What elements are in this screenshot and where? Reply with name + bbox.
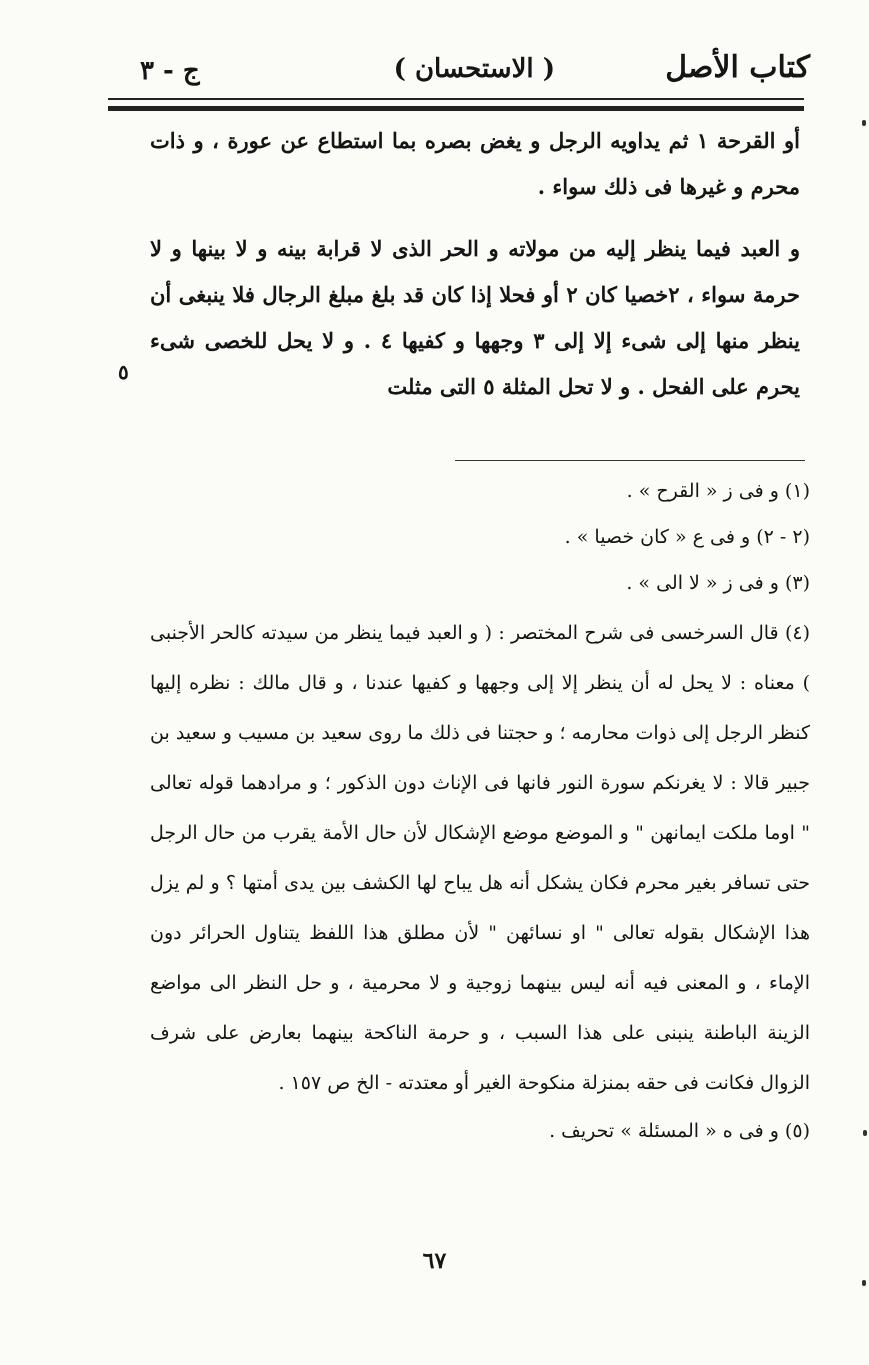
footnote-separator (455, 460, 805, 461)
footnotes (150, 468, 810, 1154)
volume-label: ج - ٣ (140, 56, 200, 86)
margin-line-number: ٥ (118, 360, 129, 384)
book-title: كتاب الأصل (665, 50, 810, 85)
page-number: ٦٧ (422, 1248, 447, 1274)
footnote-2: (٢ - ٢) و فى ع « كان خصيا » . (564, 526, 810, 548)
scan-speck (862, 1280, 866, 1286)
paragraph: و العبد فيما ينظر إليه من مولاته و الحر الذى لا قرابة بينه و لا بينها و لا حرمة سواء ، ٢خصيا كان ٢ أو فحلا إذا كان قد بلغ مبلغ الرجال فلا ينبغى أن ينظر منها إلى شىء إلا إلى ٣ وجهها و كفيها ٤ . و لا يحل للخصى شىء يحرم على الفحل . و لا تحل المثلة ٥ التى مثلت (150, 236, 800, 399)
paragraph: أو القرحة ١ ثم يداويه الرجل و يغض بصره بما استطاع عن عورة ، و ذات محرم و غيرها فى ذلك سواء . (150, 128, 801, 199)
footnote-3: (٣) و فى ز « لا الى » . (626, 572, 810, 594)
footnote-5: (٥) و فى ه « المسئلة » تحريف . (549, 1120, 810, 1142)
scan-speck (863, 1130, 867, 1136)
footnote-4: (٤) قال السرخسى فى شرح المختصر : ( و العبد فيما ينظر من سيدته كالحر الأجنبى ) معناه : لا يحل له أن ينظر إلا إلى وجهها و كفيها عندنا ، و قال مالك : نظره إليها كنظر الرجل إلى ذوات محارمه ؛ و حجتنا فى ذلك ما روى سعيد بن مسيب و سعيد بن جبير قالا : لا يغرنكم سورة النور فانها فى الإناث دون الذكور ؛ و مرادهما قوله تعالى " اوما ملكت ايمانهن " و الموضع موضع الإشكال لأن حال الأمة يقرب من حال الرجل حتى تسافر بغير محرم فكان يشكل أنه هل يباح لها الكشف بين يدى أمتها ؟ و لم يزل هذا الإشكال بقوله تعالى " او نسائهن " لأن مطلق هذا اللفظ يتناول الحرائر دون الإماء ، و المعنى فيه أنه ليس بينهما زوجية و لا محرمية ، و حل النظر الى مواضع الزينة الباطنة ينبنى على هذا السبب ، و حرمة الناكحة بينهما بعارض على شرف الزوال فكانت فى حقه بمنزلة منكوحة الغير أو معتدته - الخ ص ١٥٧ . (150, 622, 810, 1094)
header-rule-thick (108, 106, 804, 111)
scan-speck (862, 120, 866, 126)
running-header (110, 48, 810, 94)
footnote-1: (١) و فى ز « القرح » . (626, 480, 810, 502)
main-text (150, 118, 800, 426)
section-title: ( الاستحسان ) (393, 54, 555, 84)
header-rule-thin (108, 98, 804, 100)
